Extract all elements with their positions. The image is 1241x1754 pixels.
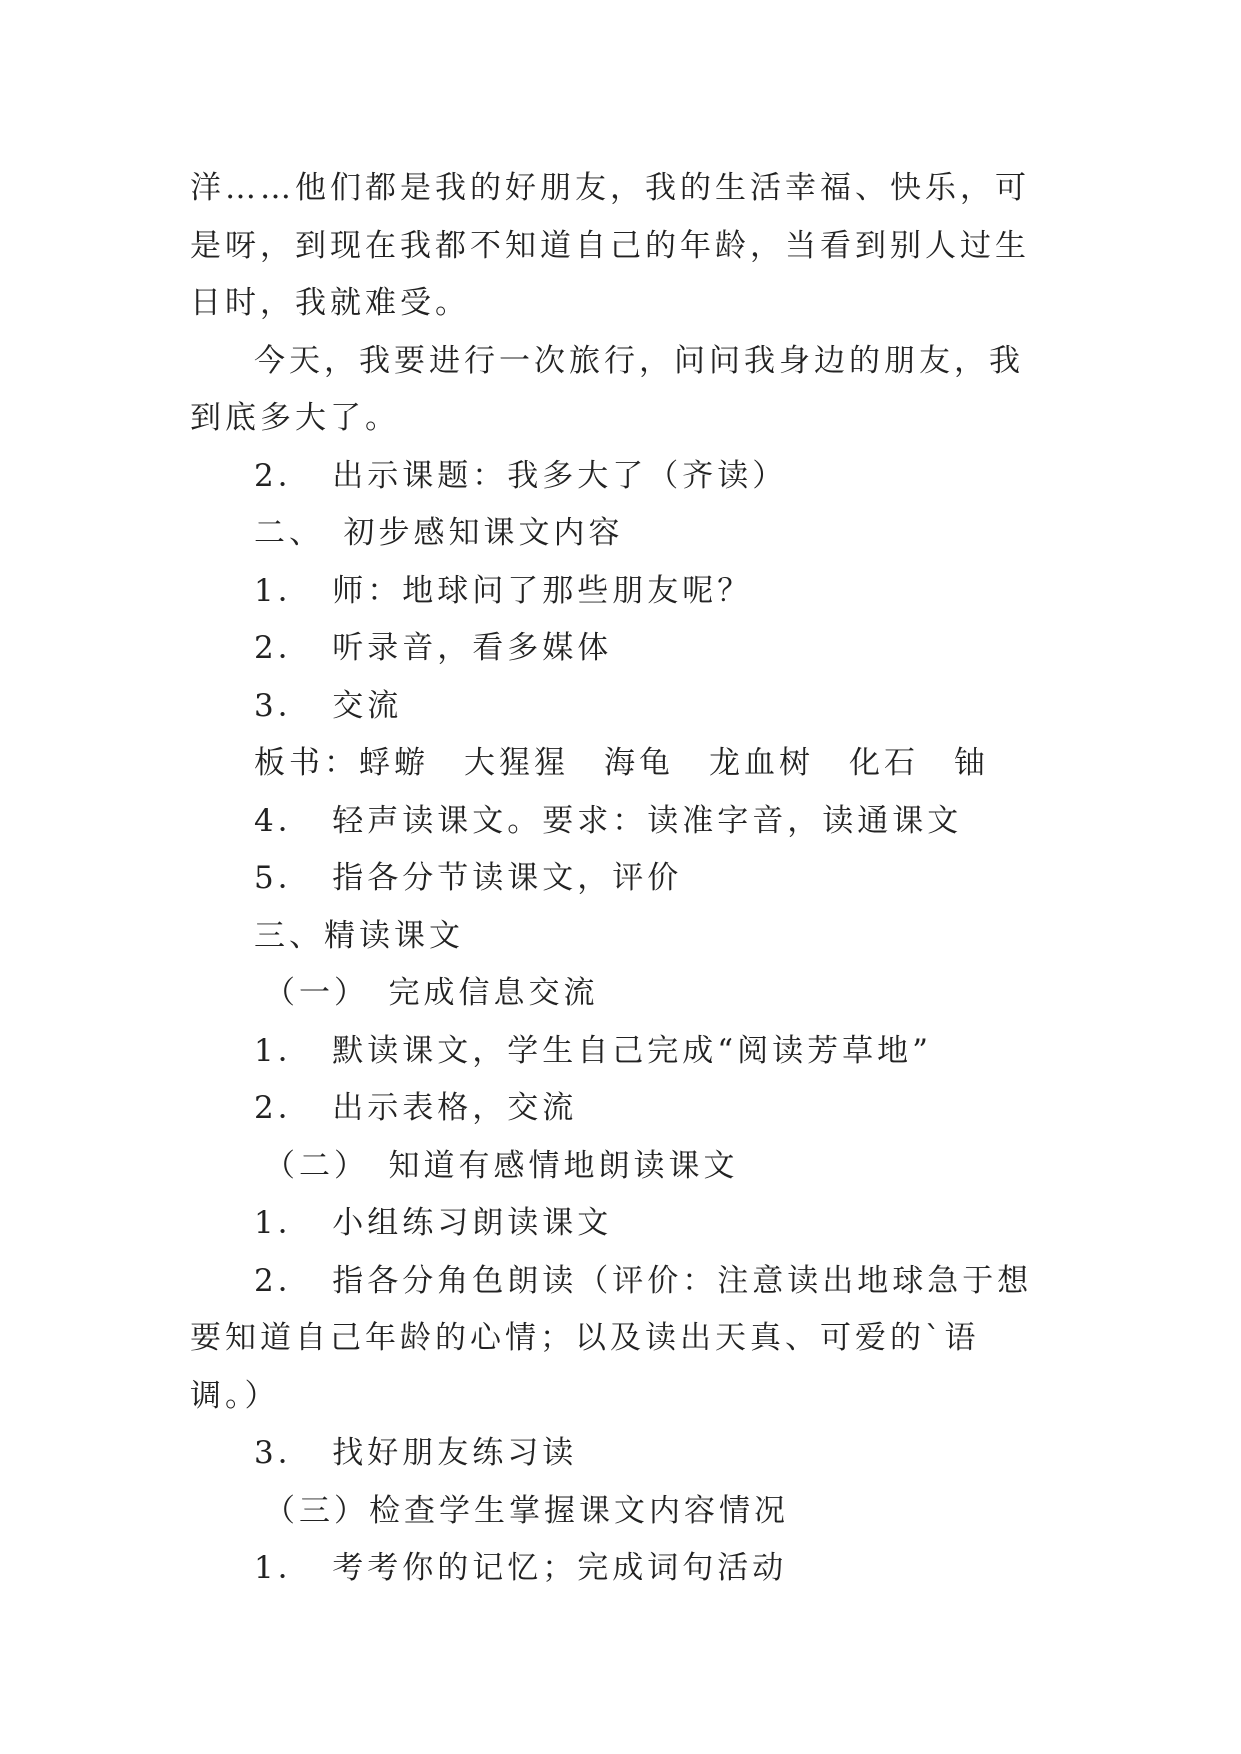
list-item: 2． 出示表格，交流 [254, 1090, 578, 1126]
section-heading: 二、 初步感知课文内容 [254, 515, 624, 551]
document-body [190, 160, 1050, 1598]
blackboard-note: 板书：蜉蝣 大猩猩 海龟 龙血树 化石 铀 [254, 745, 989, 781]
subsection-heading: （三）检查学生掌握课文内容情况 [264, 1492, 789, 1529]
list-item: 1． 师：地球问了那些朋友呢？ [254, 572, 753, 609]
list-item: 2． 听录音，看多媒体 [254, 630, 613, 666]
list-item: 2． 出示课题：我多大了（齐读） [254, 457, 788, 494]
list-item: 3． 交流 [254, 687, 403, 724]
paragraph: 洋……他们都是我的好朋友，我的生活幸福、快乐，可是呀，到现在我都不知道自己的年龄，当看到别人过生日时，我就难受。 [190, 170, 1030, 321]
list-item: 4． 轻声读课文。要求：读准字音，读通课文 [254, 802, 963, 839]
list-item: 1． 默读课文，学生自己完成“阅读芳草地” [254, 1032, 932, 1069]
list-item: 2． 指各分角色朗读（评价：注意读出地球急于想要知道自己年龄的心情；以及读出天真、可爱的`语调。） [190, 1262, 1033, 1414]
subsection-heading: （二） 知道有感情地朗读课文 [264, 1147, 739, 1184]
section-heading: 三、精读课文 [254, 917, 464, 954]
list-item: 3． 找好朋友练习读 [254, 1435, 578, 1471]
list-item: 5． 指各分节读课文，评价 [254, 860, 683, 896]
list-item: 1． 考考你的记忆；完成词句活动 [254, 1550, 788, 1586]
list-item: 1． 小组练习朗读课文 [254, 1205, 613, 1241]
paragraph: 今天，我要进行一次旅行，问问我身边的朋友，我到底多大了。 [190, 342, 1024, 436]
subsection-heading: （一） 完成信息交流 [264, 975, 599, 1011]
